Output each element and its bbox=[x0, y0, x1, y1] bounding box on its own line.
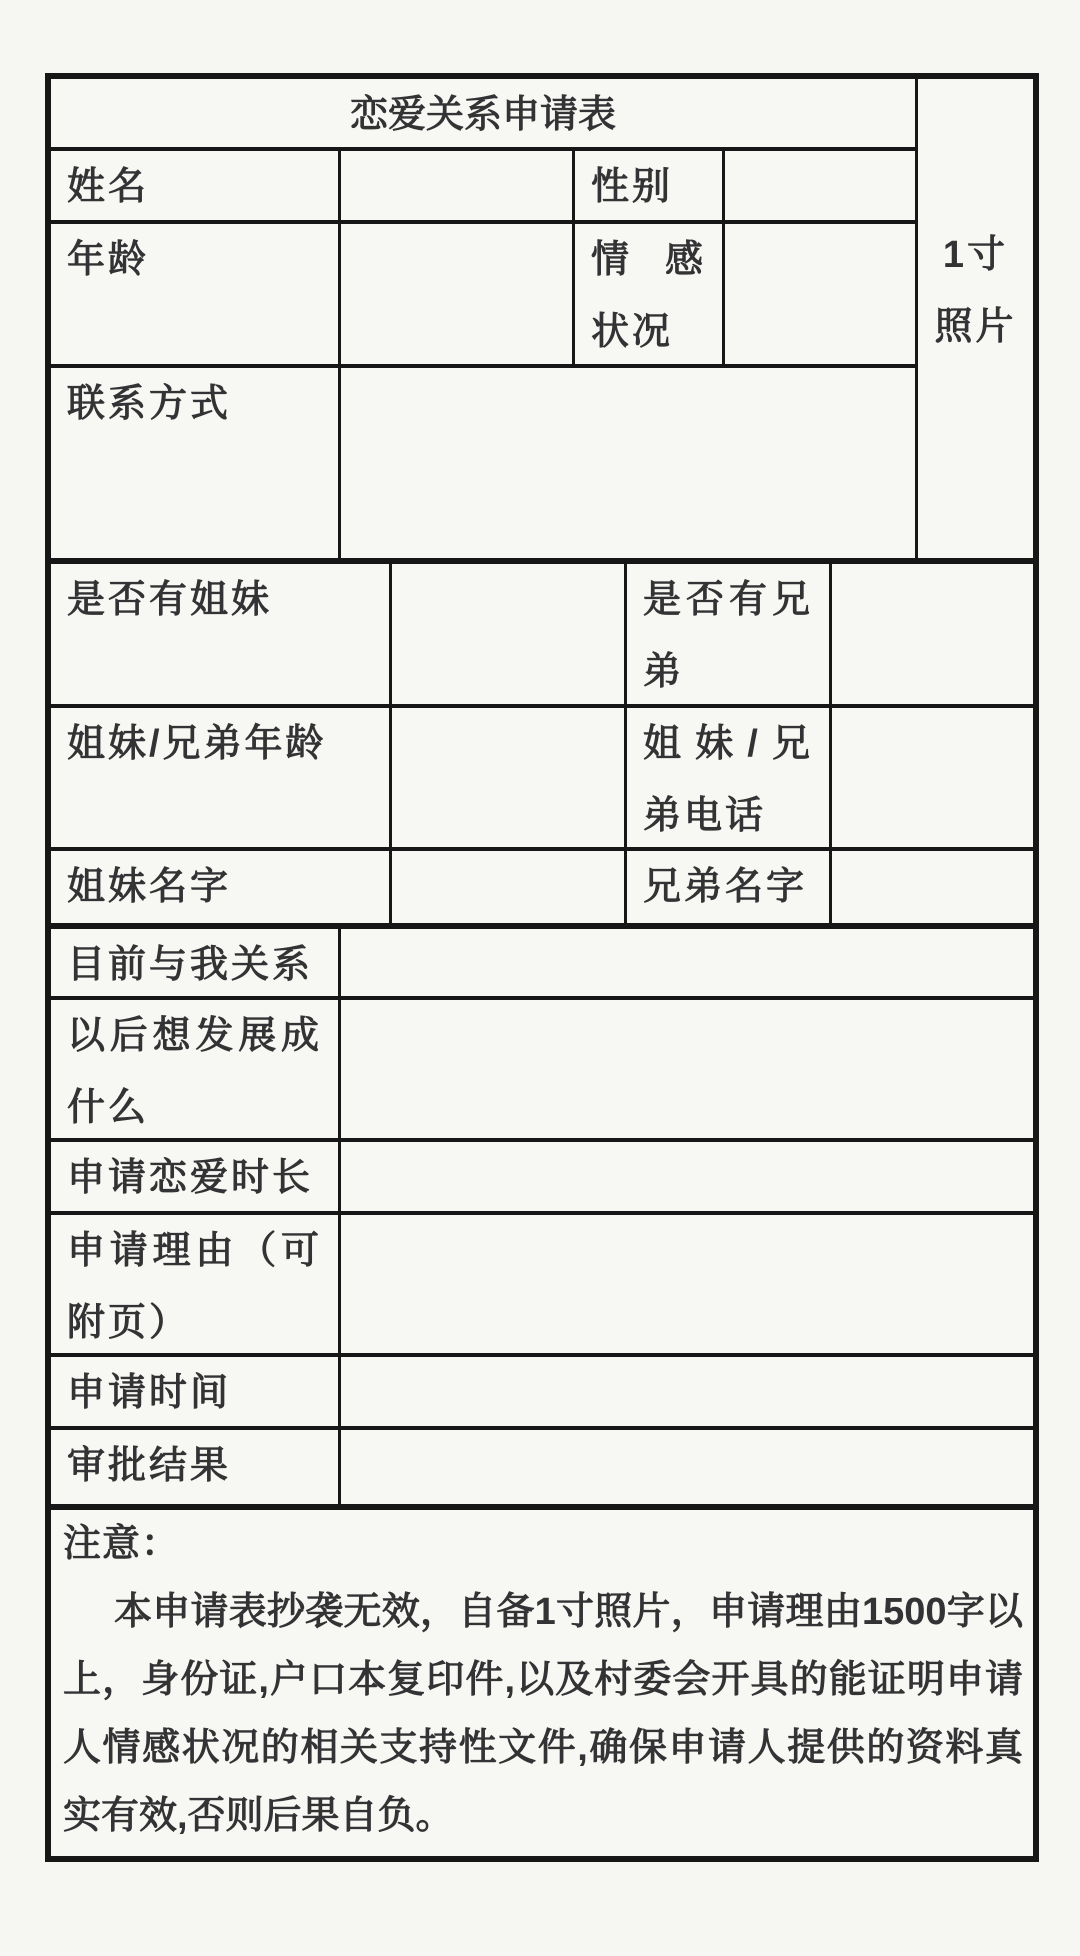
gender-value-cell bbox=[725, 151, 915, 220]
name-label: 姓名 bbox=[51, 151, 341, 220]
sister-name-value-cell bbox=[392, 851, 627, 923]
apply-time-label: 申请时间 bbox=[51, 1357, 341, 1426]
contact-label: 联系方式 bbox=[51, 368, 341, 558]
emotion-value-cell bbox=[725, 224, 915, 364]
current-relation-label: 目前与我关系 bbox=[51, 929, 341, 996]
notice-section bbox=[51, 1510, 1033, 1856]
love-duration-row bbox=[51, 1142, 1033, 1215]
brother-name-value-cell bbox=[832, 851, 1033, 923]
current-relation-row bbox=[51, 929, 1033, 1000]
age-value-cell bbox=[341, 224, 575, 364]
brother-name-label: 兄弟名字 bbox=[627, 851, 832, 923]
love-duration-value-cell bbox=[341, 1142, 1033, 1211]
love-duration-label: 申请恋爱时长 bbox=[51, 1142, 341, 1211]
name-gender-row bbox=[51, 151, 915, 224]
age-label: 年龄 bbox=[51, 224, 341, 364]
top-left-grid bbox=[51, 79, 915, 558]
gender-label: 性别 bbox=[575, 151, 725, 220]
reason-label: 申请理由（可附页） bbox=[51, 1215, 341, 1353]
application-form-table bbox=[45, 73, 1039, 1862]
title-row bbox=[51, 79, 915, 151]
current-relation-value-cell bbox=[341, 929, 1033, 996]
has-brothers-value-cell bbox=[832, 564, 1033, 704]
sibling-age-value-cell bbox=[392, 708, 627, 847]
future-relation-label: 以后想发展成什么 bbox=[51, 1000, 341, 1138]
future-relation-row bbox=[51, 1000, 1033, 1142]
contact-value-cell bbox=[341, 368, 915, 558]
approval-result-label: 审批结果 bbox=[51, 1430, 341, 1504]
approval-result-row bbox=[51, 1430, 1033, 1510]
has-brothers-label: 是否有兄弟 bbox=[627, 564, 832, 704]
top-section bbox=[51, 79, 1033, 564]
has-sisters-value-cell bbox=[392, 564, 627, 704]
age-emotion-row bbox=[51, 224, 915, 368]
contact-row bbox=[51, 368, 915, 558]
photo-cell bbox=[915, 79, 1033, 558]
name-value-cell bbox=[341, 151, 575, 220]
apply-time-value-cell bbox=[341, 1357, 1033, 1426]
sibling-names-row bbox=[51, 851, 1033, 929]
reason-row bbox=[51, 1215, 1033, 1357]
approval-result-value-cell bbox=[341, 1430, 1033, 1504]
sibling-age-phone-row bbox=[51, 708, 1033, 851]
apply-time-row bbox=[51, 1357, 1033, 1430]
photo-label: 1寸照片 bbox=[934, 234, 1017, 348]
sibling-phone-value-cell bbox=[832, 708, 1033, 847]
notice-body: 本申请表抄袭无效，自备1寸照片，申请理由1500字以上，身份证,户口本复印件,以及村委会开具的能证明申请人情感状况的相关支持性文件,确保申请人提供的资料真实有效,否则后果自负。 bbox=[63, 1591, 1023, 1837]
sibling-phone-label: 姐妹/兄弟电话 bbox=[627, 708, 832, 847]
sister-name-label: 姐妹名字 bbox=[51, 851, 392, 923]
reason-value-cell bbox=[341, 1215, 1033, 1353]
notice-heading: 注意： bbox=[63, 1523, 181, 1565]
sibling-age-label: 姐妹/兄弟年龄 bbox=[51, 708, 392, 847]
form-title: 恋爱关系申请表 bbox=[349, 94, 616, 136]
siblings-row bbox=[51, 564, 1033, 708]
has-sisters-label: 是否有姐妹 bbox=[51, 564, 392, 704]
emotion-label: 情感状况 bbox=[575, 224, 725, 364]
future-relation-value-cell bbox=[341, 1000, 1033, 1138]
